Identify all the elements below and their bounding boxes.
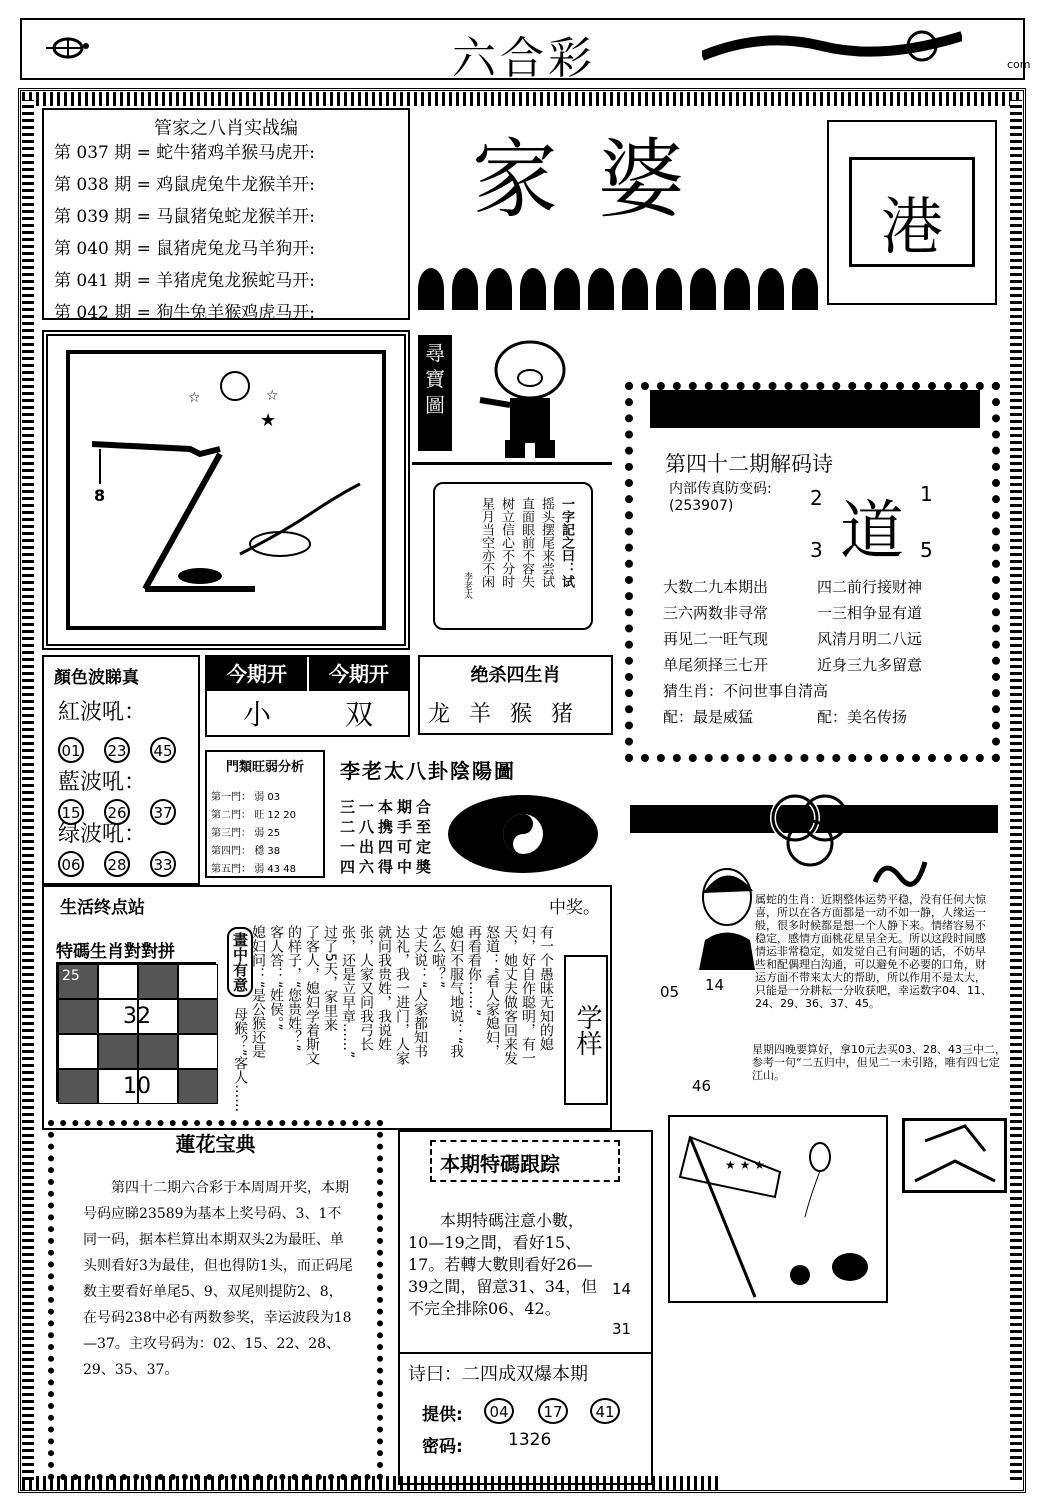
story-col: 的样子，“您贵姓？” — [286, 925, 302, 1052]
top-banner — [20, 18, 1031, 84]
bagua-line: 三一本期合 — [340, 798, 436, 816]
corner-number: 3 — [810, 538, 823, 562]
thursday-tip-text: 星期四晚要算好，拿10元去买03、28、43三中二，参考一句“二五归中，但见二一未引路，唯有四七定江山。 — [752, 1043, 1006, 1082]
scroll-col: 摇头摆尾来尝试 — [539, 497, 554, 588]
svg-text:☆: ☆ — [266, 388, 279, 404]
provide-ball: 17 — [538, 1398, 568, 1424]
story-col: 妇，好自作聪明，有一 — [520, 925, 536, 1065]
story-col: 媳妇问：“是公猴还是 — [250, 925, 266, 1059]
blue-wave-ball: 15 — [58, 799, 84, 825]
door-analysis-title: 門類旺弱分析 — [225, 760, 304, 775]
scroll-poem — [418, 472, 608, 642]
rings-banner — [630, 793, 998, 845]
poem-pei: 配：最是威猛 — [663, 708, 754, 726]
life-title: 生活终点站 — [60, 898, 145, 918]
grid-number: 25 — [62, 968, 80, 984]
story-col: 张，人家又问我弓长 — [358, 925, 374, 1051]
door-nums: 25 — [267, 828, 281, 839]
story-col: 达礼，我一进门，人家 — [394, 925, 410, 1065]
today-open-value: 小 — [242, 698, 271, 731]
poem-line-left: 单尾须择三七开 — [663, 656, 769, 674]
decode-poem-inner — [655, 442, 970, 742]
treasure-picture — [42, 330, 410, 650]
door-state: 旺 — [254, 810, 265, 821]
svg-text:☆: ☆ — [188, 390, 201, 406]
decode-center-char: 道 — [840, 495, 904, 569]
door-row — [211, 824, 280, 839]
special-code-poem: 诗曰：二四成双爆本期 — [408, 1364, 588, 1385]
red-wave-ball: 23 — [104, 737, 130, 763]
flag-chicken-picture — [668, 1115, 888, 1303]
grid-number: 32 — [123, 1004, 151, 1029]
story-col: 过了5天，家里来 — [322, 925, 338, 1032]
door-state: 弱 — [254, 828, 265, 839]
today-open-value: 双 — [344, 698, 373, 731]
frame-pattern-left — [22, 100, 34, 1480]
poem-guess: 猜生肖：不问世事自清高 — [663, 682, 829, 700]
today-open-head: 今期开 — [309, 657, 409, 691]
door-name: 第一門： — [211, 792, 251, 803]
bagua-line: 二八携手至 — [340, 818, 436, 836]
door-nums: 12 20 — [267, 810, 297, 821]
door-state: 穩 — [254, 846, 265, 857]
svg-text:★: ★ — [260, 410, 277, 431]
treasure-digit: 8 — [94, 486, 106, 505]
bagua-line: 四六得中奬 — [340, 858, 436, 876]
period-row: 第 037 期 = 蛇牛猪鸡羊猴马虎开: — [54, 143, 316, 163]
snake-number: 46 — [692, 1077, 712, 1095]
green-wave-ball: 06 — [58, 851, 84, 877]
today-open-head: 今期开 — [207, 657, 307, 691]
story-col: 丈夫说：“人家都知书 — [412, 925, 428, 1059]
period-row: 第 038 期 = 鸡鼠虎兔牛龙猴羊开: — [54, 175, 316, 195]
secret-value: 1326 — [508, 1430, 552, 1450]
life-terminal-panel — [42, 885, 612, 1130]
door-state: 弱 — [254, 792, 265, 803]
lotus-treasure-panel — [48, 1120, 383, 1480]
door-nums: 03 — [267, 792, 281, 803]
red-wave-ball: 01 — [58, 737, 84, 763]
story-col: 媳妇不服气地说：“我 — [448, 925, 464, 1059]
poem-line-right: 风清月明二八远 — [817, 630, 923, 648]
kill-zodiac-title: 绝杀四生肖 — [470, 665, 561, 686]
header-art — [412, 100, 1017, 320]
snake-fortune-text: 属蛇的生肖：近期整体运势平稳，没有任何大惊喜，所以在各方面都是一动不如一静，人缘运一般，很多时候都是想一个人静下来。情绪容易不稳定，感情方面桃花星呈全无。所以这段时间感情运非常稳定，如发觉自己有问题的话，不妨早些和配偶理白沟通，可以避免不必要的口角，财运方面不带来太大的帮助，所以作用不是太大，只能是一分耕耘一分收获吧，幸运数字04、11、24、29、36、37、45。 — [755, 893, 992, 1010]
special-code-side-number: 31 — [612, 1320, 632, 1338]
corner-number: 2 — [810, 486, 823, 510]
green-wave-ball: 28 — [104, 851, 130, 877]
treasure-picture-inner — [66, 350, 386, 630]
door-nums: 38 — [267, 846, 281, 857]
period-row: 第 042 期 = 狗牛兔羊猴鸡虎马开: — [54, 303, 316, 323]
door-nums: 43 48 — [267, 864, 297, 875]
blue-wave-ball: 37 — [150, 799, 176, 825]
life-win-text: 中奖。 — [549, 898, 600, 918]
story-col: 了客人，媳妇学着斯文 — [304, 925, 320, 1065]
banner-title: 六合彩 — [452, 33, 596, 84]
scroll-signature: 李老太 — [462, 572, 472, 599]
decode-poem-sub: 内部传真防变码: — [669, 481, 772, 497]
zodiac-pair-title: 特碼生肖對對拼 — [56, 942, 175, 962]
divider — [400, 1352, 651, 1354]
decode-poem-panel — [625, 382, 1000, 762]
decode-poem-banner — [650, 390, 980, 428]
story-col: 怎么啦？” — [430, 925, 446, 989]
scroll-col: 直面眼前不容失 — [519, 497, 534, 588]
story-col: 天，她丈夫做客回来发 — [502, 925, 518, 1065]
door-row — [211, 860, 296, 875]
door-row — [211, 842, 280, 857]
grid-number: 10 — [123, 1074, 151, 1099]
color-wave-panel — [42, 655, 200, 885]
story-col: 怒道：“看人家媳妇， — [484, 925, 500, 1059]
door-name: 第三門： — [211, 828, 251, 839]
poem-line-left: 三六两数非寻常 — [663, 604, 769, 622]
bagua-line: 一出四可定 — [340, 838, 436, 856]
snake-number: 05 — [660, 983, 680, 1001]
poem-line-left: 大数二九本期出 — [663, 578, 769, 596]
provide-ball: 04 — [484, 1398, 514, 1424]
turtle-logo-icon — [44, 34, 90, 62]
door-row — [211, 806, 296, 821]
poem-line-left: 再见二一旺气现 — [663, 630, 769, 648]
kill-zodiac-values: 龙 羊 猴 猪 — [428, 702, 579, 727]
lizard-gold-drawing-icon — [70, 354, 382, 626]
scroll-col: 树立信心不分时 — [499, 497, 514, 588]
story-col: 客人答：“姓侯。” — [268, 925, 284, 1031]
snake-icon — [870, 852, 930, 892]
period-row: 第 039 期 = 马鼠猪兔蛇龙猴羊开: — [54, 207, 316, 227]
green-wave-label: 绿波吼： — [58, 822, 147, 847]
pig-mascot-icon — [470, 330, 590, 460]
bagua-title: 李老太八卦陰陽圖 — [340, 759, 516, 783]
header-art-text: 家婆 — [472, 130, 724, 230]
special-code-title: 本期特碼跟踪 — [440, 1152, 560, 1176]
secret-label: 密码: — [422, 1437, 463, 1457]
door-name: 第四門： — [211, 846, 251, 857]
provide-label: 提供: — [422, 1405, 463, 1425]
lotus-title: 蓮花宝典 — [175, 1132, 256, 1156]
door-row — [211, 788, 280, 803]
corner-number: 5 — [920, 538, 933, 562]
green-wave-ball: 33 — [150, 851, 176, 877]
special-code-panel — [398, 1130, 653, 1485]
blue-wave-label: 藍波吼： — [58, 770, 147, 795]
story-col: 有一个愚昧无知的媳 — [538, 925, 554, 1051]
poem-line-right: 四二前行接财神 — [817, 578, 923, 596]
snake-number: 14 — [705, 976, 725, 994]
banner-domain-suffix: com — [1007, 58, 1031, 71]
portrait-icon — [695, 865, 760, 970]
period-row: 第 040 期 = 鼠猪虎兔龙马羊狗开: — [54, 239, 316, 259]
door-analysis-panel — [205, 750, 325, 878]
red-wave-label: 紅波吼： — [58, 700, 147, 725]
poem-line-right: 一三相争显有道 — [817, 604, 923, 622]
scroll-col: 星月当空亦不闲 — [479, 497, 494, 588]
lotus-text: 第四十二期六合彩于本周周开奖，本期号码应睇23589为基本上奖号码、3、1不同一码，据本栏算出本期双头2为最旺、单头则看好3为最佳，但也得防1头，而正码尾数主要看好单尾5、9、双尾则提防2、8，在号码238中必有两数参奖，幸运波段为18—37。主攻号码为：02、15、22、28、29、35、37。 — [83, 1180, 353, 1378]
story-col: 母猴？”客人…… — [232, 1007, 248, 1113]
zodiac-pair-grid — [56, 962, 216, 1102]
door-name: 第五門： — [211, 864, 251, 875]
scroll-col: 一字記之曰：试 — [559, 497, 574, 588]
svg-text:★ ★ ★: ★ ★ ★ — [725, 1158, 765, 1172]
red-wave-ball: 45 — [150, 737, 176, 763]
divider — [412, 462, 612, 465]
learn-badge: 学样 — [564, 955, 608, 1105]
story-col: 就问我贵姓，我说姓 — [376, 925, 392, 1051]
corner-number: 1 — [920, 482, 933, 506]
provide-ball: 41 — [590, 1398, 620, 1424]
kill-zodiac-panel — [418, 655, 613, 735]
blue-wave-ball: 26 — [104, 799, 130, 825]
hk-emblem — [827, 120, 997, 305]
poem-pei: 配：美名传扬 — [817, 708, 908, 726]
flag-chicken-icon — [670, 1117, 886, 1301]
color-wave-header: 顏色波睇真 — [54, 668, 139, 688]
decode-poem-title: 第四十二期解码诗 — [665, 452, 833, 476]
poem-line-right: 近身三九多留意 — [817, 656, 923, 674]
hint-badge: 畫中有意 — [227, 927, 253, 997]
story-col: 再看看你……” — [466, 925, 482, 1017]
door-state: 弱 — [254, 864, 265, 875]
story-col: 张，还是立早章……” — [340, 925, 356, 1059]
period-list-panel — [42, 108, 410, 323]
special-code-text: 本期特碼注意小數，10—19之間，看好15、17。若轉大數則看好26—39之間，留意31、34，但不完全排除06、42。 — [408, 1211, 598, 1318]
hk-emblem-char: 港 — [880, 190, 943, 263]
period-list-title: 管家之八肖实战编 — [154, 118, 298, 139]
today-open-panel — [205, 655, 410, 737]
yin-yang-icon — [448, 795, 598, 873]
period-row: 第 041 期 = 羊猪虎兔龙猴蛇马开: — [54, 271, 316, 291]
treasure-tag: 尋寶圖 — [418, 335, 452, 451]
decode-poem-code: (253907) — [669, 498, 734, 514]
door-name: 第二門： — [211, 810, 251, 821]
special-code-side-number: 14 — [612, 1280, 632, 1298]
book-icon — [902, 1118, 1007, 1193]
banner-brush-decoration — [702, 26, 962, 66]
